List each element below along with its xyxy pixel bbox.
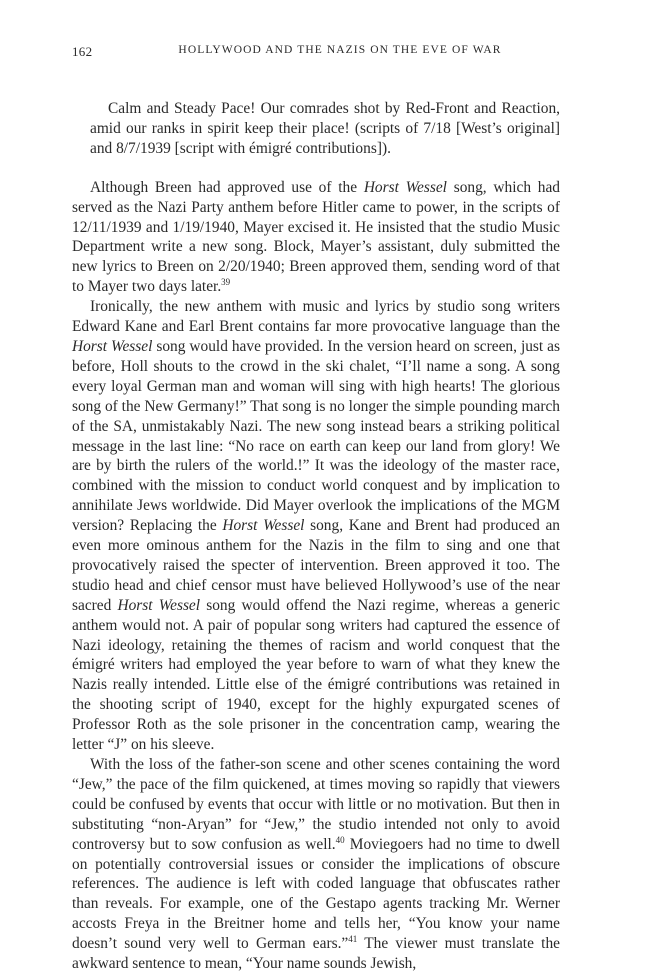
running-head: HOLLYWOOD AND THE NAZIS ON THE EVE OF WAR — [178, 44, 502, 56]
page-header — [72, 44, 578, 64]
paragraph-2-text-b: song would have provided. In the version heard on screen, just as before, Holl shouts to the crowd in the ski chalet, “I’ll name a song. A song every loyal German man and woman will sing with high hearts! The glorious song of the New Germany!” That song is no longer the simple pounding march of the SA, unmistakably Nazi. The new song instead bears a striking political message in the last line: “No race on earth can keep our land from glory! We are by birth the rulers of the world.!” It was the ideology of the master race, combined with the mission to conduct world conquest and by implication to annihilate Jews worldwide. Did Mayer overlook the implications of the MGM version? Replacing the — [72, 337, 560, 535]
block-quote — [90, 99, 560, 159]
footnote-ref-39[interactable]: 39 — [221, 277, 231, 288]
paragraph-2-italic-1: Horst Wessel — [72, 337, 153, 355]
paragraph-2-italic-2: Horst Wessel — [222, 517, 305, 535]
paragraph-2-text-c: song, Kane and Brent had produced an even more ominous anthem for the Nazis in the film to sing and one that provocatively raised the specter of intervention. Breen approved it too. The studio head and chief censor must have believed Hollywood’s use of the near sacred — [72, 517, 560, 614]
paragraph-2-text-a: Ironically, the new anthem with music and lyrics by studio song writers Edward Kane and Earl Brent contains far more provocative language than the — [72, 298, 560, 336]
paragraph-2-italic-3: Horst Wessel — [117, 596, 201, 614]
block-quote-text: Calm and Steady Pace! Our comrades shot by Red-Front and Reaction, amid our ranks in spirit keep their place! (scripts of 7/18 [West’s original] and 8/7/1939 [script with émigré contributions]). — [90, 100, 560, 157]
paragraph-1 — [72, 178, 560, 297]
paragraph-1-text-b: song, which had served as the Nazi Party anthem before Hitler came to power, in the scripts of 12/11/1939 and 1/19/1940, Mayer excised it. He insisted that the studio Music Department write a new song. Block, Mayer’s assistant, duly submitted the new lyrics to Breen on 2/20/1940; Breen approved them, sending word of that to Mayer two days later. — [72, 178, 560, 296]
paragraph-3-text-b: Moviegoers had no time to dwell on potentially controversial issues or consider the implications of obscure references. The audience is left with coded language that obfuscates rather than reveals. For example, one of the Gestapo agents tracking Mr. Werner accosts Freya in the Breitner home and tells her, “You know your name doesn’t sound very well to German ears.” — [72, 835, 560, 953]
page-body — [72, 99, 560, 974]
page-number: 162 — [72, 44, 93, 59]
footnote-ref-40[interactable]: 40 — [335, 834, 345, 845]
paragraph-2-text-d: song would offend the Nazi regime, whereas a generic anthem would not. A pair of popular song writers had captured the essence of Nazi ideology, retaining the themes of racism and world conquest that the émigré writers had employed the year before to warn of what they knew the Nazis really intended. Little else of the émigré contributions was retained in the shooting script of 1940, except for the highly expurgated scenes of Professor Roth as the sole prisoner in the concentration camp, wearing the letter “J” on his sleeve. — [72, 596, 560, 754]
footnote-ref-41[interactable]: 41 — [348, 934, 358, 945]
paragraph-3 — [72, 755, 560, 974]
paragraph-3-text-a: With the loss of the father-son scene and other scenes containing the word “Jew,” the pace of the film quickened, at times moving so rapidly that viewers could be confused by events that occur with little or no motivation. But then in substituting “non-Aryan” for “Jew,” the studio intended not only to avoid controversy but to sow confusion as well. — [72, 756, 560, 853]
paragraph-1-italic-1: Horst Wessel — [363, 178, 447, 196]
paragraph-2 — [72, 297, 560, 755]
paragraph-1-text-a: Although Breen had approved use of the — [90, 178, 364, 196]
main-text — [72, 178, 560, 974]
paragraph-3-text-c: The viewer must translate the awkward sentence to mean, “Your name sounds Jewish, — [72, 935, 560, 973]
